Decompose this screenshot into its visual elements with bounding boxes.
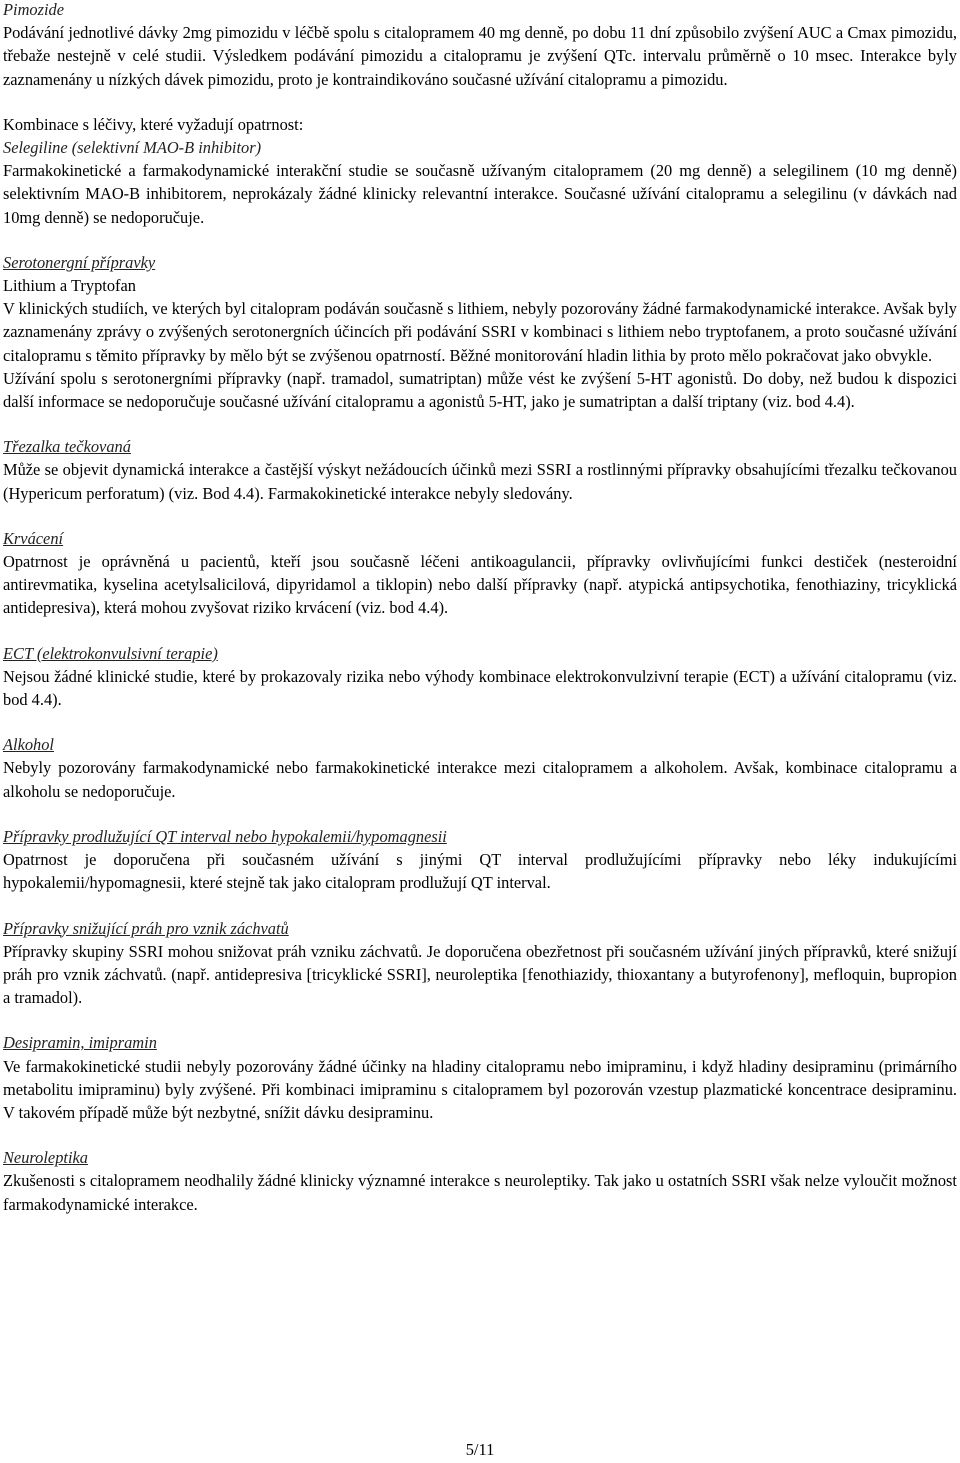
paragraph: Nejsou žádné klinické studie, které by prokazovaly rizika nebo výhody kombinace elektrokonvulzivní terapie (ECT) a užívání citalopramu (viz. bod 4.4). (3, 666, 957, 710)
section-heading: Krvácení (3, 528, 64, 548)
paragraph: Opatrnost je oprávněná u pacientů, kteří jsou současně léčeni antikoagulancii, přípravky ovlivňujícími funkci destiček (nesteroidní antirevmatika, kyselina acetylsalicilová, dipyridamol a tiklopin) nebo další přípravky (např. atypická antipsychotika, fenothiaziny, tricyklická antidepresiva), která mohou zvyšovat riziko krvácení (viz. bod 4.4). (3, 552, 957, 618)
section-ect (3, 642, 957, 712)
section-heading: Serotonergní přípravky (3, 252, 156, 272)
section-heading: Pimozide (3, 0, 65, 19)
section-subheading: Lithium a Tryptofan (3, 276, 136, 296)
section-heading: Selegiline (selektivní MAO-B inhibitor) (3, 138, 262, 158)
section-title: Kombinace s léčivy, které vyžadují opatrnost: (3, 114, 304, 134)
section-heading: ECT (elektrokonvulsivní terapie) (3, 643, 218, 663)
section-pimozide (3, 0, 957, 91)
section-heading: Přípravky prodlužující QT interval nebo hypokalemii/hypomagnesii (3, 826, 447, 846)
section-caution (3, 113, 957, 229)
section-heading: Přípravky snižující práh pro vznik záchvatů (3, 918, 289, 938)
paragraph: V klinických studiích, ve kterých byl citalopram podáván současně s lithiem, nebyly pozorovány žádné farmakodynamické interakce. Avšak byly zaznamenány zprávy o zvýšených serotonergních účincích při podávání SSRI v kombinaci s lithiem nebo tryptofanem, a proto současné užívání citalopramu s těmito přípravky by mělo být se zvýšenou opatrností. Běžné monitorování hladin lithia by proto mělo pokračovat jako obvykle. (3, 299, 957, 365)
paragraph: Zkušenosti s citalopramem neodhalily žádné klinicky významné interakce s neuroleptiky. Tak jako u ostatních SSRI však nelze vyloučit možnost farmakodynamické interakce. (3, 1171, 957, 1214)
paragraph: Nebyly pozorovány farmakodynamické nebo farmakokinetické interakce mezi citalopramem a alkoholem. Avšak, kombinace citalopramu a alkoholu se nedoporučuje. (3, 758, 957, 801)
document-page (3, 0, 957, 1238)
paragraph: Ve farmakokinetické studii nebyly pozorovány žádné účinky na hladiny citalopramu nebo imipraminu, i když hladiny desipraminu (primárního metabolitu imipraminu) byly zvýšené. Při kombinaci imipraminu s citalopramem byl pozorován vzestup plazmatické koncentrace desipraminu. V takovém případě může být nezbytné, snížit dávku desipraminu. (3, 1056, 957, 1122)
paragraph: Farmakokinetické a farmakodynamické interakční studie se současně užívaným citalopramem (20 mg denně) a selegilinem (10 mg denně) selektivním MAO-B inhibitorem, neprokázaly žádné klinicky relevantní interakce. Současné užívání citalopramu a selegilinu (v dávkách nad 10mg denně) se nedoporučuje. (3, 161, 957, 227)
paragraph: Podávání jednotlivé dávky 2mg pimozidu v léčbě spolu s citalopramem 40 mg denně, po dobu 11 dní způsobilo zvýšení AUC a Cmax pimozidu, třebaže nestejně v celé studii. Výsledkem podávání pimozidu a citalopramu je zvýšení QTc. intervalu průměrně o 10 msec. Interakce byly zaznamenány u nízkých dávek pimozidu, proto je kontraindikováno současné užívání citalopramu a pimozidu. (3, 23, 957, 89)
paragraph: Může se objevit dynamická interakce a častější výskyt nežádoucích účinků mezi SSRI a rostlinnými přípravky obsahujícími třezalku tečkovanou (Hypericum perforatum) (viz. Bod 4.4). Farmakokinetické interakce nebyly sledovány. (3, 460, 957, 503)
page-number: 5/11 (465, 1440, 495, 1459)
section-st-johns-wort (3, 435, 957, 505)
section-alcohol (3, 733, 957, 803)
paragraph: Přípravky skupiny SSRI mohou snižovat práh vzniku záchvatů. Je doporučena obezřetnost při současném užívání jiných přípravků, které snižují práh pro vznik záchvatů. (např. antidepresiva [tricyklické SSRI], neuroleptika [fenothiazidy, thioxantany a butyrofenony], mefloquin, bupropion a tramadol). (3, 941, 957, 1008)
section-heading: Třezalka tečkovaná (3, 437, 131, 457)
section-serotonergic (3, 251, 957, 413)
section-desipramine (3, 1031, 957, 1124)
paragraph: Užívání spolu s serotonergními přípravky (např. tramadol, sumatriptan) může vést ke zvýšení 5-HT agonistů. Do doby, než budou k dispozici další informace se nedoporučuje současné užívání citalopramu a agonistů 5-HT, jako je sumatriptan a další triptany (viz. bod 4.4). (3, 368, 957, 412)
section-bleeding (3, 527, 957, 620)
section-neuroleptics (3, 1146, 957, 1216)
paragraph: Opatrnost je doporučena při současném užívání s jinými QT interval prodlužujícími přípravky nebo léky indukujícími hypokalemii/hypomagnesii, které stejně tak jako citalopram prodlužují QT interval. (3, 850, 957, 893)
section-heading: Desipramin, imipramin (3, 1033, 157, 1053)
section-heading: Neuroleptika (3, 1148, 88, 1168)
section-qt (3, 825, 957, 895)
section-heading: Alkohol (3, 735, 54, 755)
section-seizure (3, 917, 957, 1010)
